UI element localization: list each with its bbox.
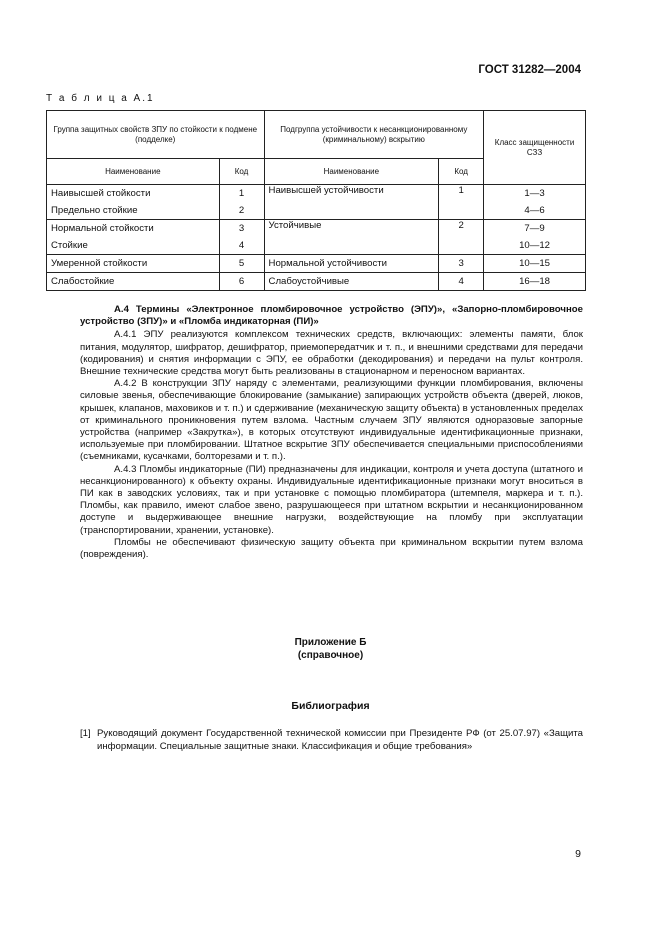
paragraph: А.4.2 В конструкции ЗПУ наряду с элементами, реализующими функции пломбирования, включены силовые звенья, обеспечивающие блокирование (замыкание) запирающих устройств объекта (дверей, люков, крышек, клапанов, маховиков и т. п.) и сдерживание (механическую защиту объекта) в установленных пределах от криминального проникновения путем взлома. Частным случаем ЗПУ являются одноразовые запорные устройства (например «Закрутка»), в которых отсутствуют индивидуальные идентификационные признаки, используемые при пломбировании. Штатное вскрытие ЗПУ обеспечивается специальными приспособлениями (съемниками, кусачками, болторезами и т. п.). xyxy=(80,378,583,463)
appendix-subtitle: (справочное) xyxy=(297,650,364,661)
bibliography-item xyxy=(80,728,583,753)
table-row xyxy=(47,220,586,238)
group-name-cell: Наивысшей стойкости xyxy=(47,185,220,203)
class-cell: 1—3 xyxy=(484,185,586,203)
bibliography-title: Библиография xyxy=(291,700,370,712)
group-header: Группа защитных свойств ЗПУ по стойкости к подмене (подделке) xyxy=(47,111,265,159)
col-code-header: Код xyxy=(439,159,484,185)
table-row xyxy=(47,185,586,203)
group-name-cell: Предельно стойкие xyxy=(47,202,220,220)
group-code-cell: 3 xyxy=(219,220,264,238)
group-name-cell: Стойкие xyxy=(47,237,220,255)
subgroup-code-cell: 4 xyxy=(439,273,484,291)
subgroup-name-cell: Устойчивые xyxy=(264,220,439,255)
class-header: Класс защищенности СЗЗ xyxy=(484,111,586,185)
bibliography-item-number: [1] xyxy=(80,728,91,739)
group-name-cell: Умеренной стойкости xyxy=(47,255,220,273)
paragraph: А.4.1 ЭПУ реализуются комплексом технических средств, включающих: элементы памяти, блок питания, модулятор, шифратор, дешифратор, приемопередатчик и т. п., и внешними средствами для передачи (кодирования) и снятия информации с ЭПУ, ее обработки (декодирования) и передачи на пульт контроля. Внешние технические средства могут быть реализованы в стационарном и переносном вариантах. xyxy=(80,329,583,378)
section-body xyxy=(80,304,583,561)
group-code-cell: 5 xyxy=(219,255,264,273)
section-heading: А.4 Термины «Электронное пломбировочное устройство (ЭПУ)», «Запорно-пломбировочное устройство (ЗПУ)» и «Пломба индикаторная (ПИ)» xyxy=(80,304,583,328)
bibliography-item-text: Руководящий документ Государственной технической комиссии при Президенте РФ (от 25.07.97) «Защита информации. Специальные защитные знаки. Классификация и общие требования» xyxy=(97,728,583,752)
standard-code: ГОСТ 31282—2004 xyxy=(478,64,581,76)
col-name-header: Наименование xyxy=(47,159,220,185)
paragraph: А.4.3 Пломбы индикаторные (ПИ) предназначены для индикации, контроля и учета доступа (штатного и несанкционированного) к объекту охраны. Индивидуальные идентификационные признаки могут вноситься в ПИ как в заводских условиях, так и при установке с помощью пломбиратора (штемпеля, маркера и т. п.). Пломбы, как правило, имеют слабое звено, разрушающееся при штатном вскрытии и несанкционированном доступе и выдерживающее внешние нагрузки, воздействующие на пломбу при эксплуатации (транспортировании, хранении, установке). xyxy=(80,463,583,536)
subgroup-code-cell: 2 xyxy=(439,220,484,255)
subgroup-name-cell: Наивысшей устойчивости xyxy=(264,185,439,220)
col-name-header: Наименование xyxy=(264,159,439,185)
subgroup-code-cell: 3 xyxy=(439,255,484,273)
class-cell: 16—18 xyxy=(484,273,586,291)
group-name-cell: Нормальной стойкости xyxy=(47,220,220,238)
page-number: 9 xyxy=(575,848,581,860)
group-code-cell: 2 xyxy=(219,202,264,220)
paragraph: Пломбы не обеспечивают физическую защиту объекта при криминальном вскрытии путем взлома (повреждения). xyxy=(80,536,583,561)
group-code-cell: 1 xyxy=(219,185,264,203)
subgroup-name-cell: Слабоустойчивые xyxy=(264,273,439,291)
table-row xyxy=(47,273,586,291)
col-code-header: Код xyxy=(219,159,264,185)
group-name-cell: Слабостойкие xyxy=(47,273,220,291)
group-code-cell: 6 xyxy=(219,273,264,291)
table-caption: Т а б л и ц а А.1 xyxy=(46,93,155,104)
subgroup-code-cell: 1 xyxy=(439,185,484,220)
subgroup-name-cell: Нормальной устойчивости xyxy=(264,255,439,273)
subgroup-header: Подгруппа устойчивости к несанкционированному (криминальному) вскрытию xyxy=(264,111,484,159)
table-row xyxy=(47,255,586,273)
class-cell: 10—15 xyxy=(484,255,586,273)
group-code-cell: 4 xyxy=(219,237,264,255)
class-cell: 7—9 xyxy=(484,220,586,238)
class-cell: 10—12 xyxy=(484,237,586,255)
class-cell: 4—6 xyxy=(484,202,586,220)
appendix-title: Приложение Б xyxy=(294,637,367,648)
classification-table xyxy=(46,110,586,291)
